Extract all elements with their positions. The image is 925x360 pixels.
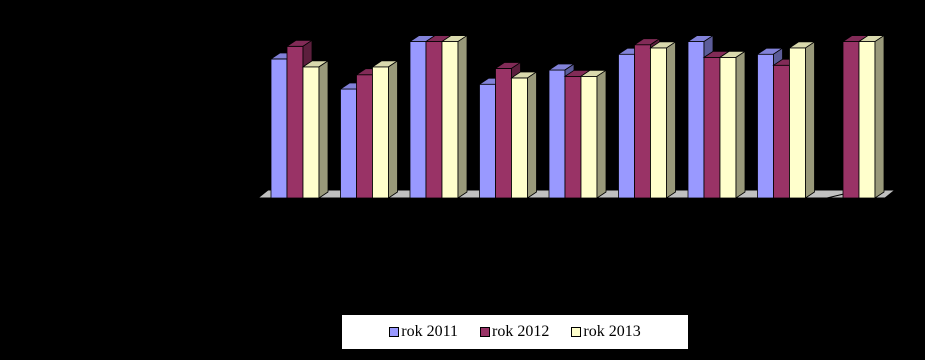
bar-front	[720, 57, 736, 198]
bar-side	[667, 42, 676, 198]
bar-front	[774, 65, 790, 198]
bar-rok-2013-2	[373, 61, 398, 198]
bar-rok-2013-4	[512, 72, 537, 198]
bar-front	[565, 76, 581, 198]
legend-item-2011	[389, 323, 458, 341]
legend-label-2011: rok 2011	[401, 323, 459, 340]
bar-front	[496, 68, 512, 198]
bar-front	[373, 67, 389, 198]
bar-rok-2013-6	[651, 42, 676, 198]
chart-legend	[342, 315, 688, 349]
legend-swatch-2011	[389, 327, 399, 337]
bar-front	[480, 84, 496, 198]
bar-front	[287, 46, 303, 198]
bar-front	[619, 54, 635, 198]
bar-front	[581, 76, 597, 198]
bar-front	[843, 42, 859, 198]
bar-rok-2013-1	[303, 61, 328, 198]
legend-item-2012	[480, 323, 549, 341]
bar-front	[859, 42, 875, 198]
bar-front	[357, 75, 373, 198]
bar-rok-2013-5	[581, 70, 606, 198]
bar-rok-2013-7	[720, 51, 745, 198]
bar-side	[319, 61, 328, 198]
bar-front	[651, 48, 667, 198]
bar-front	[549, 70, 565, 198]
y-axis-wall	[260, 26, 269, 198]
legend-swatch-2012	[480, 327, 490, 337]
bar-front	[635, 45, 651, 198]
bar-side	[875, 36, 884, 198]
bar-front	[442, 42, 458, 198]
bar-front	[688, 42, 704, 198]
bar-rok-2013-3	[442, 36, 467, 198]
legend-label-2013: rok 2013	[583, 323, 641, 340]
bar-front	[758, 54, 774, 198]
bar-side	[597, 70, 606, 198]
bar-side	[458, 36, 467, 198]
bar-side	[736, 51, 745, 198]
bar-front	[303, 67, 319, 198]
bar-front	[512, 78, 528, 198]
legend-label-2012: rok 2012	[492, 323, 550, 340]
bar-rok-2013-9	[859, 36, 884, 198]
bar-front	[341, 89, 357, 198]
bar-front	[790, 48, 806, 198]
bar-side	[389, 61, 398, 198]
chart-bars	[271, 36, 884, 198]
bar-side	[806, 42, 815, 198]
bar-front	[410, 42, 426, 198]
legend-swatch-2013	[571, 327, 581, 337]
bar-side	[528, 72, 537, 198]
bar-rok-2013-8	[790, 42, 815, 198]
bar-front	[704, 57, 720, 198]
bar-front	[271, 59, 287, 198]
legend-item-2013	[571, 323, 640, 341]
bar-front	[426, 42, 442, 198]
